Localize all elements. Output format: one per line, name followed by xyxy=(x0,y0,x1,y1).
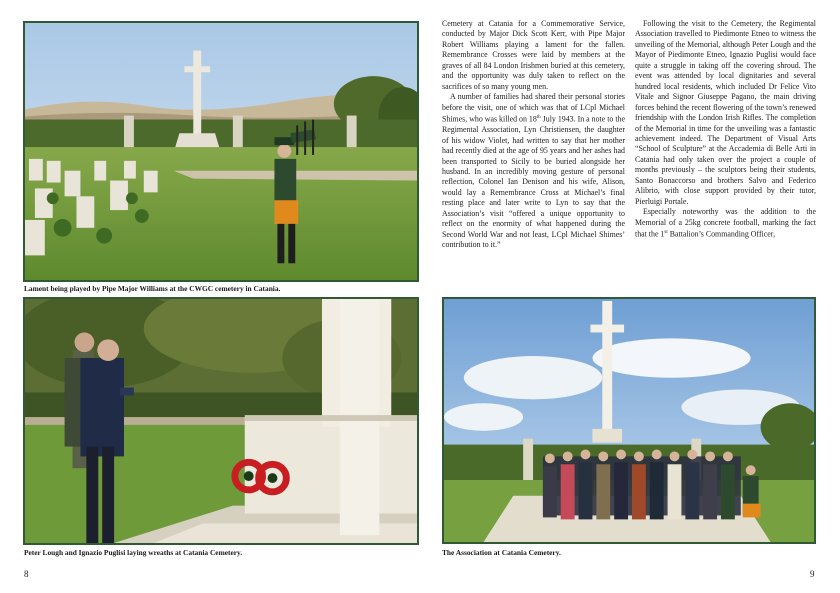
paragraph: Especially noteworthy was the addition to the Memorial of a 25kg concrete football, marking the fact that the 1st Battalion’s Commanding Officer, xyxy=(635,207,816,239)
paragraph: Cemetery at Catania for a Commemorative Service, conducted by Major Dick Scott Kerr, with Pipe Major Robert Williams playing a lament for the fallen. Remembrance Crosses were laid by members at the graves of all 84 London Irishmen buried at this cemetery, and the opportunity was duly taken to reflect on the sacrifices of so many young men. xyxy=(442,19,625,91)
photo-caption: Lament being played by Pipe Major Williams at the CWGC cemetery in Catania. xyxy=(24,284,281,293)
photo-association-group xyxy=(442,297,816,544)
page-number-left: 8 xyxy=(24,569,29,579)
photo-caption: The Association at Catania Cemetery. xyxy=(442,548,561,557)
photo-wreath-laying xyxy=(23,297,419,545)
paragraph: Following the visit to the Cemetery, the Regimental Association travelled to Piedimonte Etneo to witness the unveiling of the Memorial, although Peter Lough and the Mayor of Piedimonte Etneo, Ignazio Puglisi would face quite a struggle in taking off the covering shroud. The event was attended by local dignitaries and several hundred local residents, which included Dr Felice Vito Vitale and Signor Giuseppe Pagano, the main driving forces behind the recent flowering of the town’s renewed friendship with the London Irish Rifles. The completion of the Memorial in time for the unveiling was a fantastic achievement indeed. The Department of Visual Arts “School of Sculpture” at the Accademia di Belle Arti in Catania had only taken over the project a couple of months previously – the sculptors being their students, Santo Bonaccorso and brothers Salvo and Federico Alibrio, with close support provided by their tutor, Pierluigi Portale. xyxy=(635,19,816,206)
photo-caption: Peter Lough and Ignazio Puglisi laying wreaths at Catania Cemetery. xyxy=(24,548,243,557)
paragraph: A number of families had shared their personal stories before the visit, one of which was that of LCpl Michael Shimes, who was killed on 18th July 1943. In a note to the Regimental Association, Lyn Christiensen, the daughter of his widow Violet, had written to say that her mother had recently died at the age of 95 years and her ashes had been transported to Sicily to be buried alongside her husband. In an incredibly moving gesture of personal reflection, Colonel Ian Denison and his wife, Alison, would lay a Remembrance Cross at Michael’s final resting place and later write to Lyn to say that the Association’s visit “offered a unique opportunity to reflect on the enormity of what happened during the Second World War and not least, LCpl Michael Shimes’ contribution to it.” xyxy=(442,92,625,250)
text-column-right xyxy=(635,19,816,240)
page-number-right: 9 xyxy=(810,569,815,579)
photo-piper-lament xyxy=(23,21,419,282)
text-column-left xyxy=(442,19,625,251)
